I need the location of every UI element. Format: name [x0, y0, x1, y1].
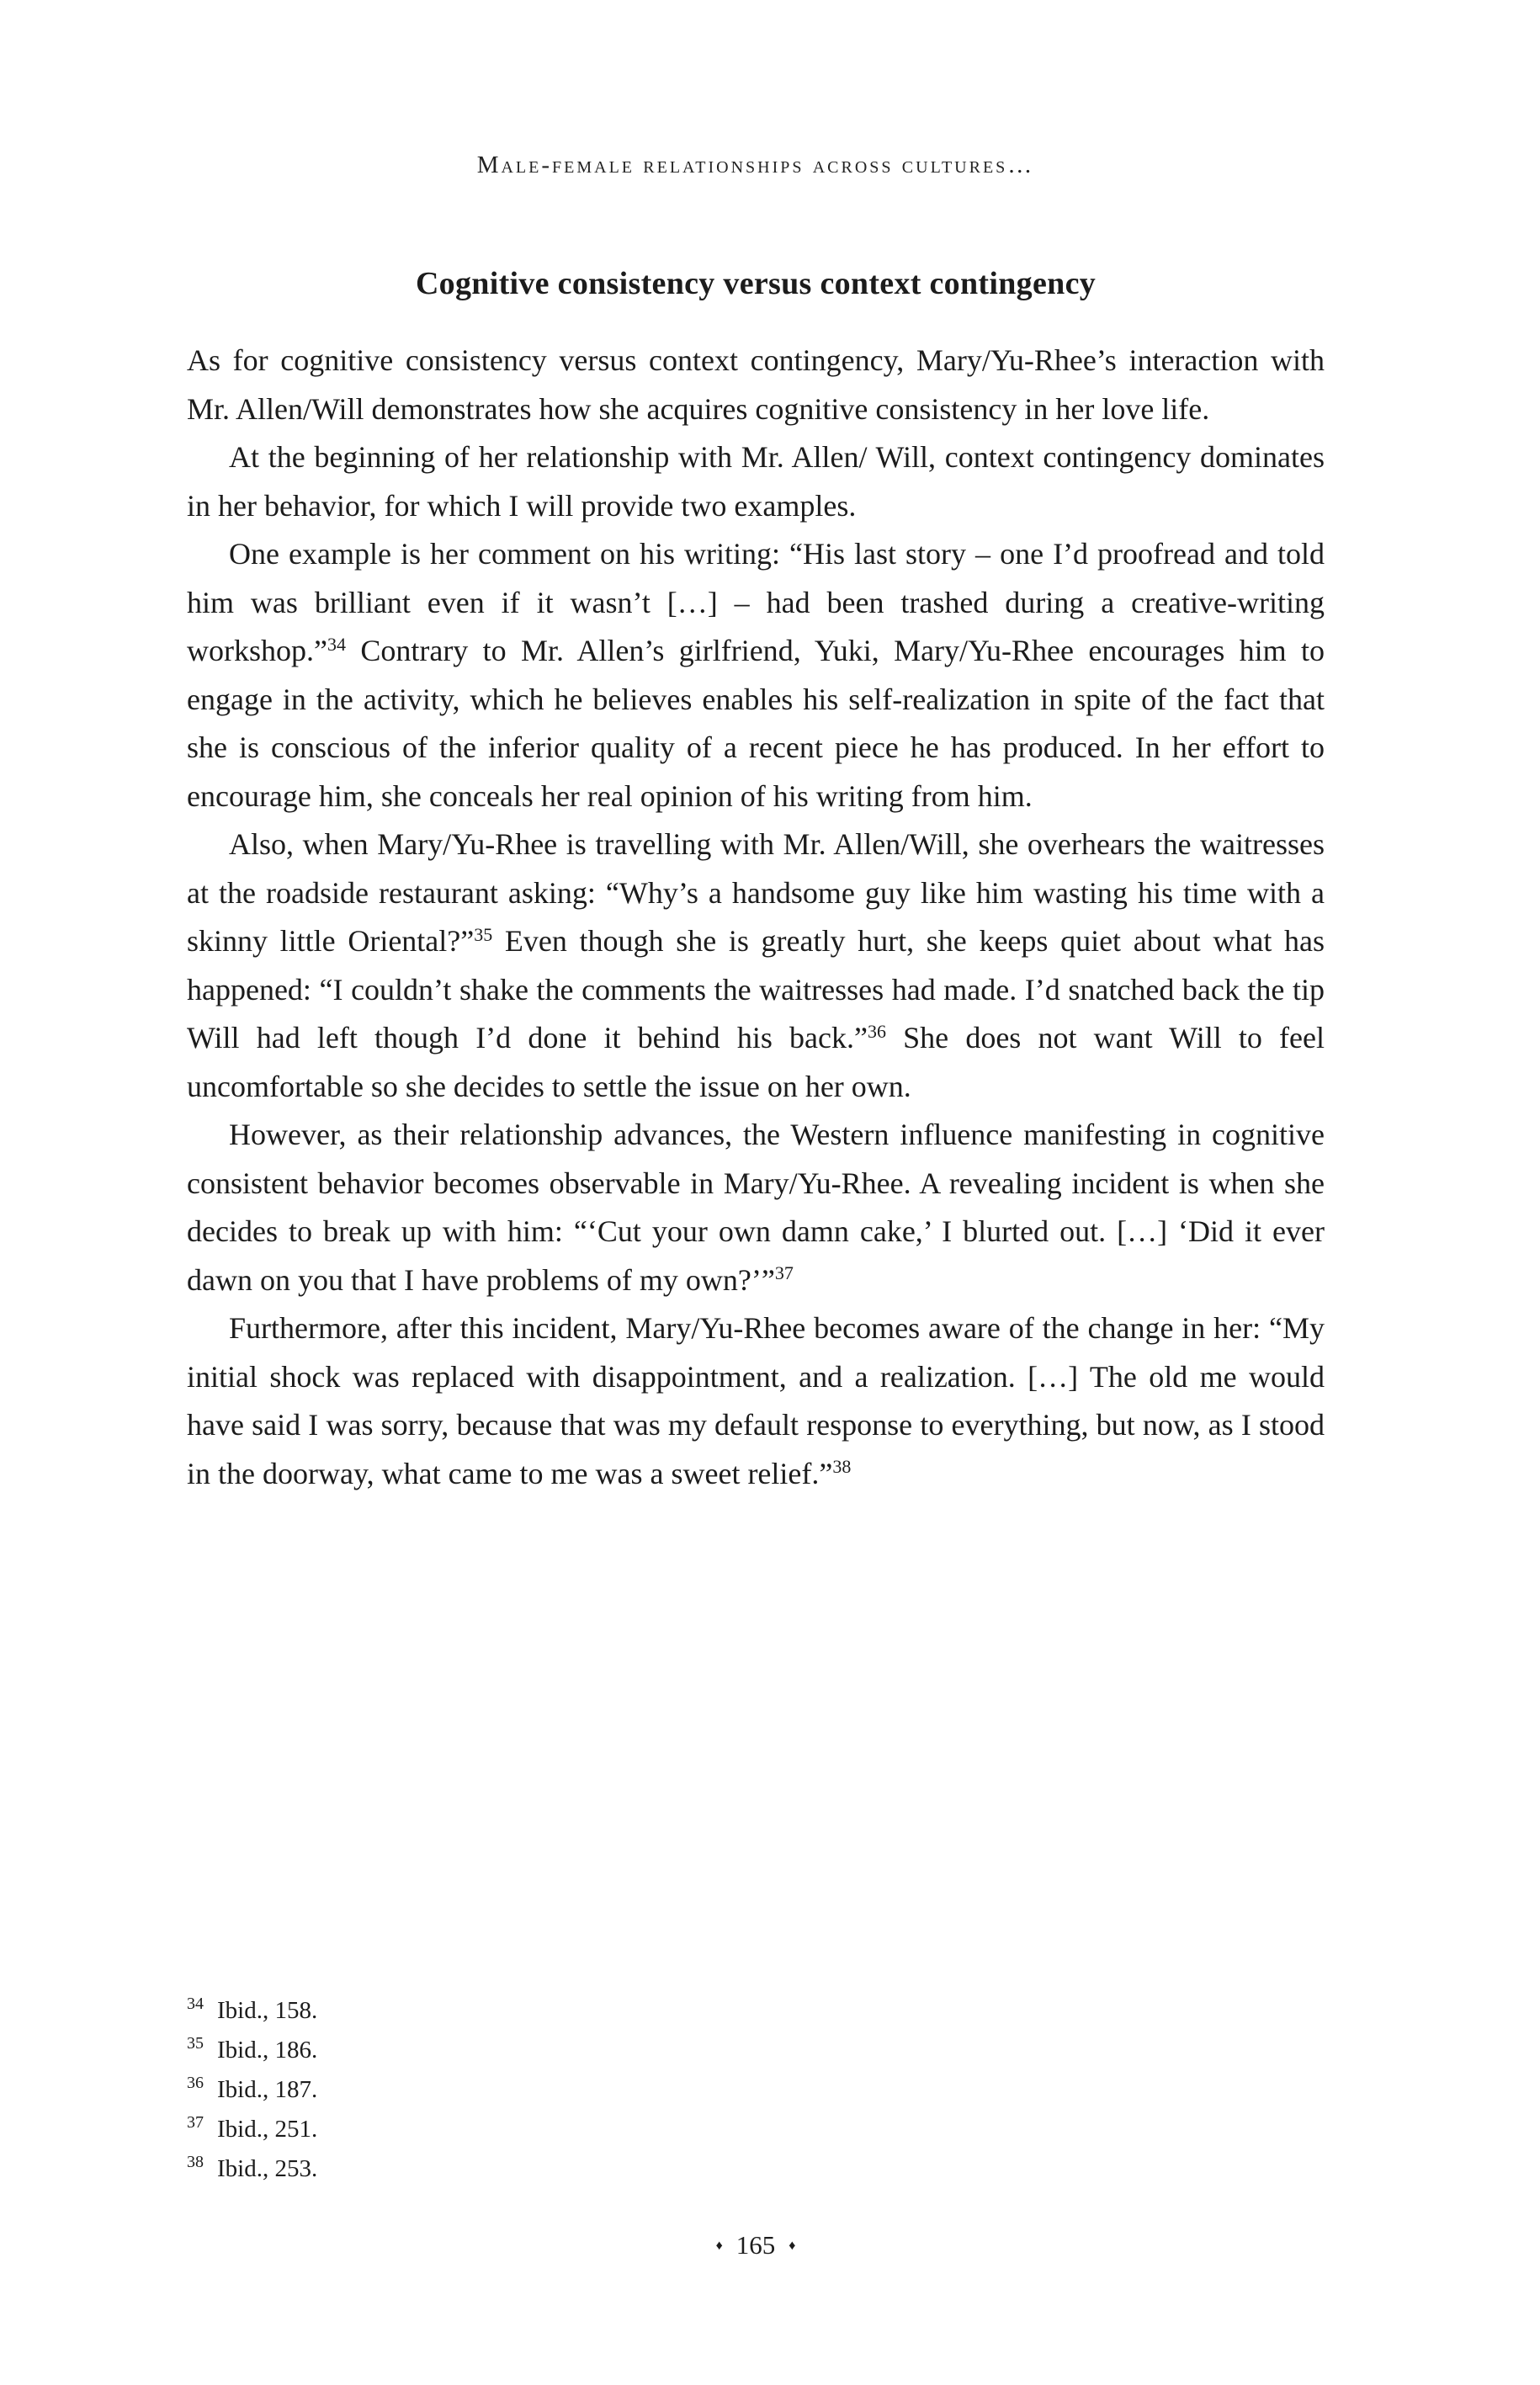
footnote-ref: 35 — [474, 923, 493, 945]
page-number: 165 — [735, 2230, 776, 2260]
paragraph: At the beginning of her relationship with Mr. Allen/ Will, context contingency dominates in her behavior, for which I will provide two examples. — [187, 440, 1325, 523]
footnote-text: Ibid., 158. — [217, 1997, 318, 2024]
footnote-ref: 38 — [832, 1456, 852, 1478]
paragraph: Furthermore, after this incident, Mary/Yu-Rhee becomes aware of the change in her: “My initial shock was replaced with disappointment, and a realization. […] The old me would have said I was sorry, because that was my default response to everything, but now, as I stood in the doorway, what came to me was a sweet relief.”$^{38}$ — [187, 1311, 1325, 1490]
page-number-row — [187, 2230, 1325, 2260]
footnote: 37 Ibid., 251. — [187, 2113, 318, 2143]
paragraph: As for cognitive consistency versus context contingency, Mary/Yu-Rhee’s interaction with Mr. Allen/Will demonstrates how she acquires cognitive consistency in her love life. — [187, 343, 1325, 426]
footnote-text: Ibid., 187. — [217, 2076, 318, 2103]
paragraph: Also, when Mary/Yu-Rhee is travelling with Mr. Allen/Will, she overhears the waitresses at the roadside restaurant asking: “Why’s a handsome guy like him wasting his time with a skinny little Oriental?”$^{35}$ Even though she is greatly hurt, she keeps quiet about what has happened: “I couldn’t shake the comments the waitresses had made. I’d snatched back the tip Will had left though I’d done it behind his back.”$^{36}$ She does not want Will to feel uncomfortable so she decides to settle the issue on her own. — [187, 827, 1325, 1103]
footnote-text: Ibid., 253. — [217, 2155, 318, 2182]
diamond-ornament-icon: ♦ — [789, 2239, 796, 2253]
footnote-text: Ibid., 186. — [217, 2037, 318, 2064]
section-heading: Cognitive consistency versus context contingency — [415, 266, 1097, 302]
diamond-ornament-icon: ♦ — [715, 2239, 723, 2253]
footnote-ref: 34 — [327, 633, 346, 655]
footnote: 38 Ibid., 253. — [187, 2153, 318, 2182]
paragraph: However, as their relationship advances, the Western influence manifesting in cognitive consistent behavior becomes observable in Mary/Yu-Rhee. A revealing incident is when she decides to break up with him: “‘Cut your own damn cake,’ I blurted out. […] ‘Did it ever dawn on you that I have problems of my own?’”$^{37}$ — [187, 1118, 1325, 1297]
footnote-ref: 37 — [774, 1262, 794, 1284]
footnote-text: Ibid., 251. — [217, 2116, 318, 2143]
body-text — [187, 337, 1325, 1498]
running-header: Male-female relationships across cultures… — [476, 151, 1035, 178]
paragraph: One example is her comment on his writing: “His last story – one I’d proofread and told him was brilliant even if it wasn’t […] – had been trashed during a creative-writing workshop.”$^{34}$ Contrary to Mr. Allen’s girlfriend, Yuki, Mary/Yu-Rhee encourages him to engage in the activity, which he believes enables his self-realization in spite of the fact that she is conscious of the inferior quality of a recent piece he has produced. In her effort to encourage him, she conceals her real opinion of his writing from him. — [187, 537, 1325, 813]
footnotes — [187, 1991, 1325, 2189]
footnote: 34 Ibid., 158. — [187, 1995, 318, 2024]
footnote: 36 Ibid., 187. — [187, 2074, 318, 2103]
footnote: 35 Ibid., 186. — [187, 2034, 318, 2064]
footnote-ref: 36 — [867, 1020, 886, 1042]
